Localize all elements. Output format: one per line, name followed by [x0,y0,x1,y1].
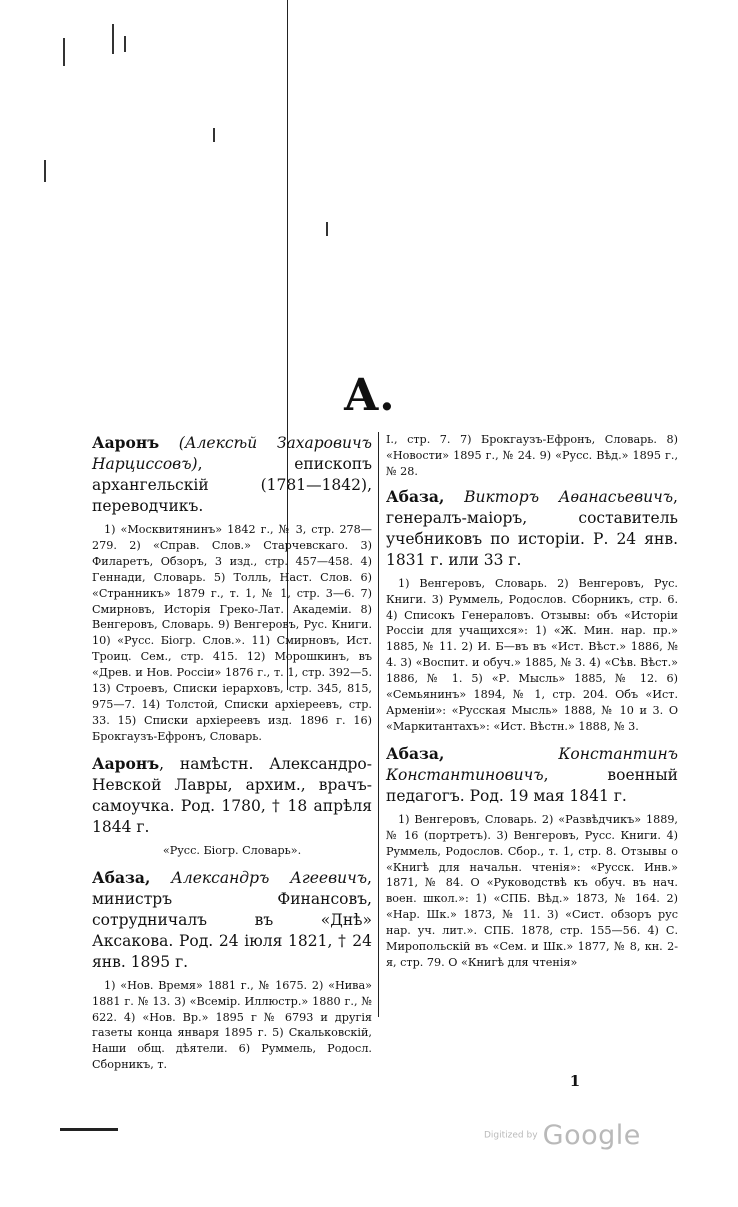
entry-description: , министръ Финансовъ, сотрудничалъ въ «Днѣ» Аксакова. Род. 24 іюля 1821, † 24 янв. 1895 г. [92,868,372,971]
column-divider [378,432,379,1017]
entry-references: 1) «Нов. Время» 1881 г., № 1675. 2) «Нива» 1881 г. № 13. 3) «Всемір. Иллюстр.» 1880 г., № 622. 4) «Нов. Вр.» 1895 г № 6793 и другія газеты конца января 1895 г. 5) Скальковскій, Наши общ. дѣятели. 6) Руммель, Родосл. Сборникъ, т. [92,978,372,1072]
entry-heading [92,867,372,973]
section-letter: А. [343,370,395,421]
entry [92,867,372,1073]
page-number: 1 [569,1072,581,1090]
entry-references: 1) «Москвитянинъ» 1842 г., № 3, стр. 278—279. 2) «Справ. Слов.» Старчевскаго. 3) Филаретъ, Обзоръ, 3 изд., стр. 457—458. 4) Геннади, Словарь. 5) Толль, Наст. Слов. 6) «Странникъ» 1879 г., т. 1, № 1, стр. 3—6. 7) Смирновъ, Исторія Греко-Лат. Академіи. 8) Венгеровъ, Словарь. 9) Венгеровъ, Рус. Книги. 10) «Русс. Біогр. Слов.». 11) Смирновъ, Ист. Троиц. Сем., стр. 415. 12) Морошкинъ, въ «Древ. и Нов. Россіи» 1876 г., т. 1, стр. 392—5. 13) Строевъ, Списки іерарховъ, стр. 345, 815, 975—7. 14) Толстой, Списки архіереевъ, стр. 33. 15) Списки архіереевъ изд. 1896 г. 16) Брокгаузъ-Ефронъ, Словарь. [92,523,372,743]
continued-references: I., стр. 7. 7) Брокгаузъ-Ефронъ, Словарь. 8) «Новости» 1895 г., № 24. 9) «Русс. Вѣд.» 1895 г., № 28. [386,433,678,478]
digitized-watermark [484,1120,641,1151]
right-column [386,432,678,979]
entry-name: Ааронъ [92,753,160,773]
entry-full-name: Викторъ Аѳанасьевичъ [464,487,674,506]
entry-description: , епископъ архангельскій (1781—1842), переводчикъ. [92,455,372,515]
scan-mark [213,128,215,142]
entry-references: «Русс. Біогр. Словарь». [162,843,302,857]
entry-references: 1) Венгеровъ, Словарь. 2) Венгеровъ, Рус. Книги. 3) Руммель, Родослов. Сборникъ, стр. 6. 4) Списокъ Генераловъ. Отзывы: объ «Исторіи Россіи для учащихся»: 1) «Ж. Мин. нар. пр.» 1885, № 11. 2) И. Б—въ въ «Ист. Вѣст.» 1886, № 4. 3) «Воспит. и обуч.» 1885, № 3. 4) «Сѣв. Вѣст.» 1886, № 1. 5) «Р. Мысль» 1885, № 12. 6) «Семьянинъ» 1894, № 1, стр. 204. Объ «Ист. Арменіи»: «Русская Мысль» 1888, № 10 и 3. О «Маркитантахъ»: «Ист. Вѣстн.» 1888, № 3. [386,576,678,733]
entry-heading [386,486,678,571]
entry-description: , намѣстн. Александро-Невской Лавры, архим., врачъ-самоучка. Род. 1780, † 18 апрѣля 1844 г. [92,754,372,836]
entry [386,486,678,735]
watermark-prefix: Digitized by [484,1130,538,1141]
scan-mark [63,38,65,66]
entry-heading [386,743,678,807]
entry-name: Абаза, [92,867,151,887]
entry [92,753,372,859]
scan-mark [44,160,46,182]
entry-name: Абаза, [386,743,445,763]
entry-description: , генералъ-маіоръ, составитель учебниковъ по исторіи. Р. 24 янв. 1831 г. или 33 г. [386,487,678,569]
entry-references: 1) Венгеровъ, Словарь. 2) «Развѣдчикъ» 1889, № 16 (портретъ). 3) Венгеровъ, Русс. Книги. 4) Руммель, Родослов. Сбор., т. 1, стр. 8. Отзывы о «Книгѣ для начальн. чтенія»: «Русск. Инв.» 1871, № 84. О «Руководствѣ къ обуч. въ нач. воен. школ.»: 1) «СПБ. Вѣд.» 1873, № 164. 2) «Нар. Шк.» 1873, № 11. 3) «Сист. обзоръ рус нар. уч. лит.». СПБ. 1878, стр. 155—56. 4) С. Миропольскій въ «Сем. и Шк.» 1877, № 8, кн. 2-я, стр. 79. О «Книгѣ для чтенія» [386,812,678,969]
scan-mark [112,24,114,54]
entry-name: Ааронъ [92,433,160,452]
entry-full-name: (Алексѣй Захаровичъ Нарциссовъ) [92,434,372,473]
entry-heading [92,432,372,517]
entry-full-name: Константинъ Константиновичъ [386,744,678,784]
left-column [92,432,372,1081]
scan-mark [326,222,328,236]
entry-description: , военный педагогъ. Род. 19 мая 1841 г. [386,765,678,805]
entry [386,743,678,971]
entry [92,432,372,745]
entry-heading [92,753,372,838]
google-logo: Google [542,1120,641,1151]
entry-name: Абаза, [386,486,445,506]
scan-mark [60,1128,118,1131]
entry-full-name: Александръ Агеевичъ [171,868,368,887]
scan-mark [124,36,126,52]
